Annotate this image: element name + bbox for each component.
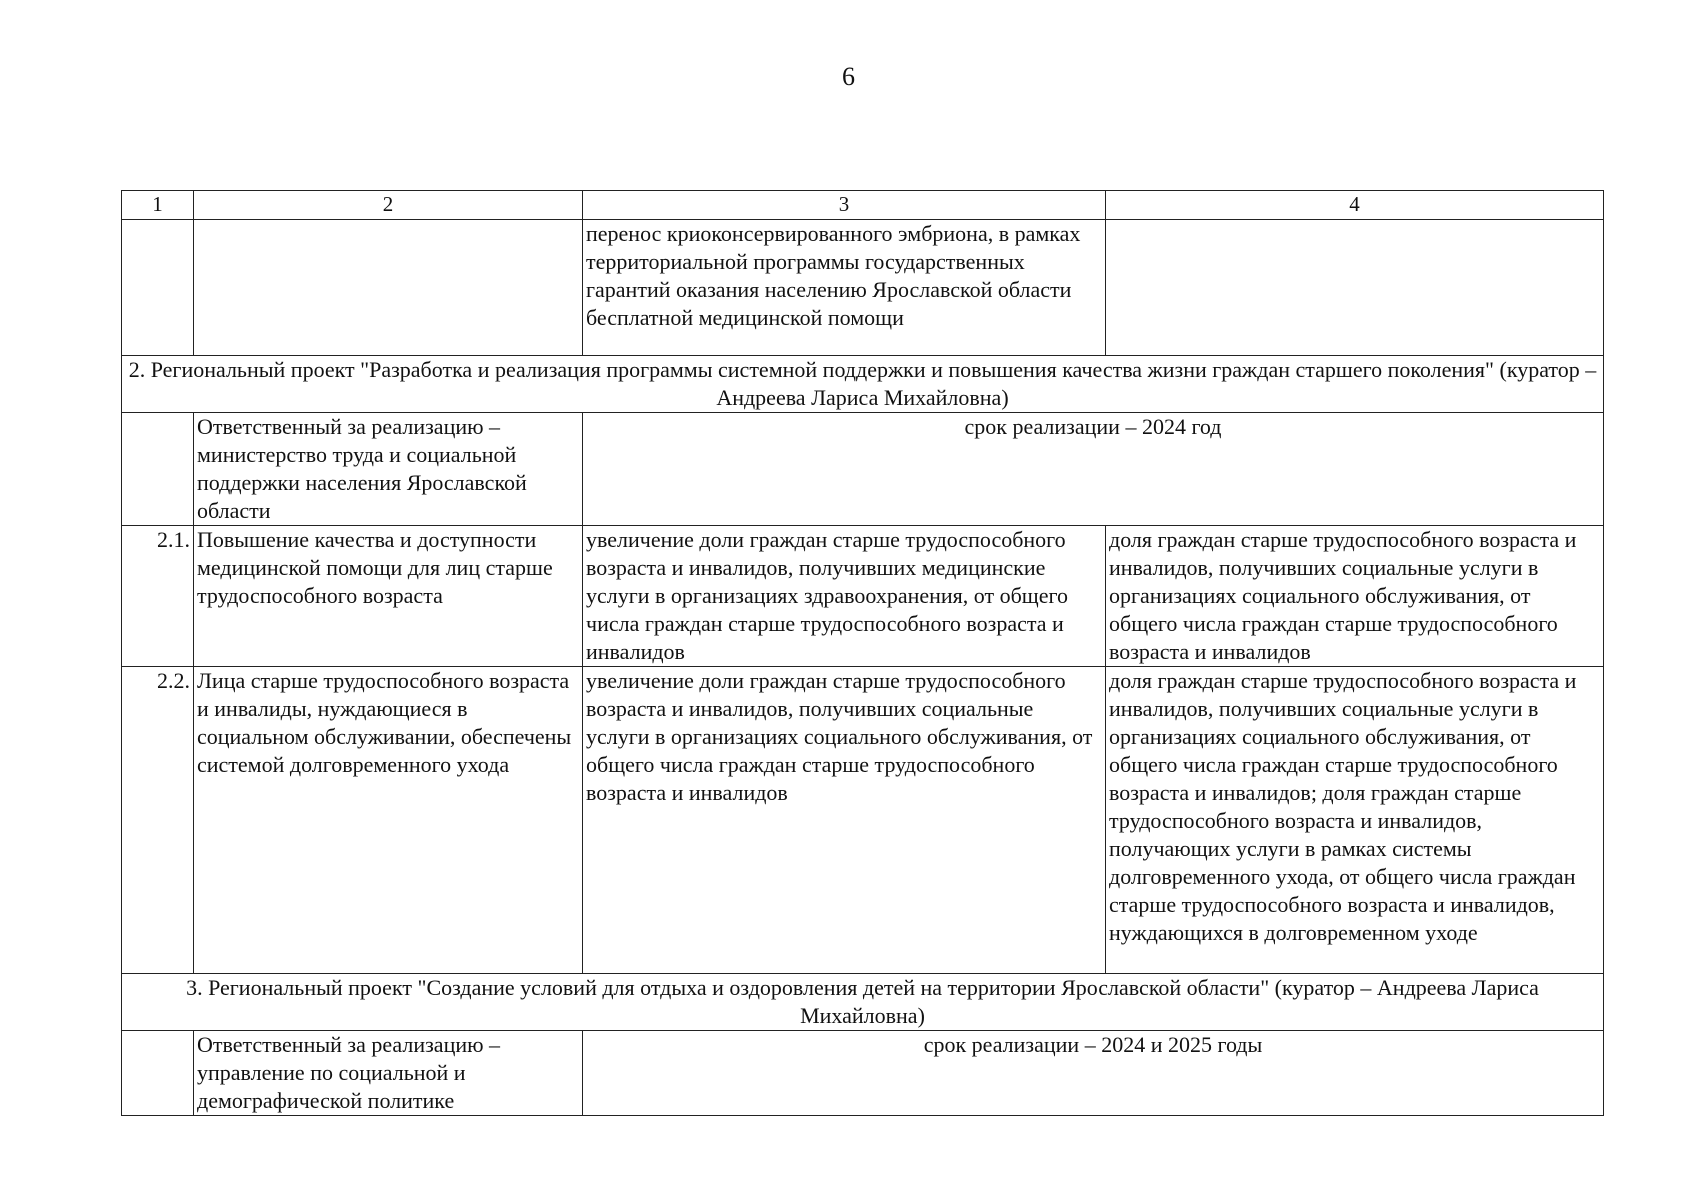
effect-cell: перенос криоконсервированного эмбриона, в рамках территориальной программы государственных гарантий оказания населению Ярославской области бесплатной медицинской помощи bbox=[583, 220, 1106, 356]
section-3-title: 3. Региональный проект "Создание условий для отдыха и оздоровления детей на территории Ярославской области" (куратор – Андреева Лариса Михайловна) bbox=[122, 974, 1604, 1031]
section-2-responsible: Ответственный за реализацию – министерство труда и социальной поддержки населения Ярославской области bbox=[194, 413, 583, 526]
section-2-term: срок реализации – 2024 год bbox=[583, 413, 1604, 526]
projects-table bbox=[121, 190, 1604, 1116]
indicator-cell: доля граждан старше трудоспособного возраста и инвалидов, получивших социальные услуги в организациях социального обслуживания, от общего числа граждан старше трудоспособного возраста и инвалидов bbox=[1106, 526, 1604, 667]
effect-cell: увеличение доли граждан старше трудоспособного возраста и инвалидов, получивших медицинские услуги в организациях здравоохранения, от общего числа граждан старше трудоспособного возраста и инвалидов bbox=[583, 526, 1106, 667]
section-row bbox=[122, 974, 1604, 1031]
header-col-1: 1 bbox=[122, 191, 194, 220]
task-cell: Лица старше трудоспособного возраста и инвалиды, нуждающиеся в социальном обслуживании, обеспечены системой долговременного ухода bbox=[194, 667, 583, 974]
table-row bbox=[122, 526, 1604, 667]
task-cell bbox=[194, 220, 583, 356]
task-cell: Повышение качества и доступности медицинской помощи для лиц старше трудоспособного возраста bbox=[194, 526, 583, 667]
effect-cell: увеличение доли граждан старше трудоспособного возраста и инвалидов, получивших социальные услуги в организациях социального обслуживания, от общего числа граждан старше трудоспособного возраста и инвалидов bbox=[583, 667, 1106, 974]
table-row bbox=[122, 220, 1604, 356]
section-row bbox=[122, 356, 1604, 413]
section-3-responsible: Ответственный за реализацию – управление по социальной и демографической политике bbox=[194, 1031, 583, 1116]
table-row bbox=[122, 667, 1604, 974]
row-number-cell: 2.2. bbox=[122, 667, 194, 974]
header-col-4: 4 bbox=[1106, 191, 1604, 220]
table-header-row bbox=[122, 191, 1604, 220]
page-number: 6 bbox=[842, 62, 855, 91]
header-col-2: 2 bbox=[194, 191, 583, 220]
indicator-cell: доля граждан старше трудоспособного возраста и инвалидов, получивших социальные услуги в организациях социального обслуживания, от общего числа граждан старше трудоспособного возраста и инвалидов; доля граждан старше трудоспособного возраста и инвалидов, получающих услуги в рамках системы долговременного ухода, от общего числа граждан старше трудоспособного возраста и инвалидов, нуждающихся в долговременном уходе bbox=[1106, 667, 1604, 974]
responsible-row bbox=[122, 413, 1604, 526]
section-3-term: срок реализации – 2024 и 2025 годы bbox=[583, 1031, 1604, 1116]
section-2-title: 2. Региональный проект "Разработка и реализация программы системной поддержки и повышения качества жизни граждан старшего поколения" (куратор – Андреева Лариса Михайловна) bbox=[122, 356, 1604, 413]
header-col-3: 3 bbox=[583, 191, 1106, 220]
row-number-cell bbox=[122, 220, 194, 356]
row-number-cell: 2.1. bbox=[122, 526, 194, 667]
row-number-cell bbox=[122, 413, 194, 526]
responsible-row bbox=[122, 1031, 1604, 1116]
indicator-cell bbox=[1106, 220, 1604, 356]
row-number-cell bbox=[122, 1031, 194, 1116]
